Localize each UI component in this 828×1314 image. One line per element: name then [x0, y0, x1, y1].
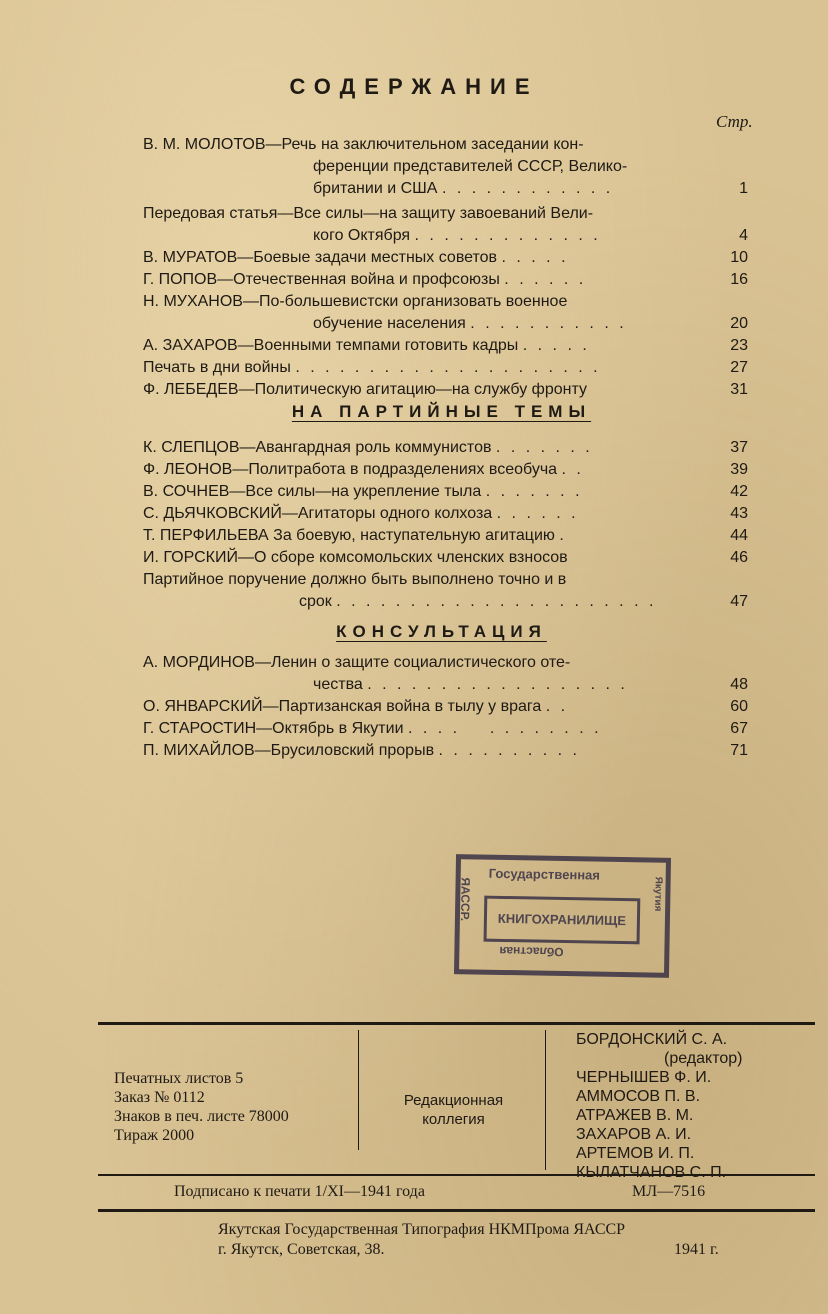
toc-entry-text: С. ДЬЯЧКОВСКИЙ—Агитаторы одного колхоза: [143, 505, 493, 522]
publication-code: МЛ—7516: [632, 1183, 706, 1200]
toc-page-number: 10: [730, 249, 748, 266]
toc-entry-text: обучение населения: [313, 315, 466, 332]
stamp-right-text: Якутия: [652, 876, 664, 912]
toc-entry: Партийное поручение должно быть выполнено точно и в срок . . . . . . . . . . . . . . . . . . . . . . 47: [143, 569, 748, 613]
toc-entry: [143, 547, 748, 569]
toc-entry-text: кого Октября: [313, 227, 411, 244]
editor-name: БОРДОНСКИЙ С. А.: [576, 1031, 728, 1048]
toc-entry-text: ференции представителей СССР, Велико-: [313, 158, 628, 175]
imprint-top-rule: [98, 1022, 815, 1025]
toc-entry-text: Печать в дни войны: [143, 359, 291, 376]
toc-entry: Печать в дни войны . . . . . . . . . . . . . . . . . . . . . 27: [143, 357, 748, 379]
imprint-mid-rule: [98, 1174, 815, 1176]
toc-entry-text: Г. ПОПОВ—Отечественная война и профсоюзы: [143, 271, 500, 288]
toc-entry-text: британии и США: [313, 180, 438, 197]
section-heading-party: НА ПАРТИЙНЫЕ ТЕМЫ: [291, 402, 592, 421]
toc-entry-text: И. ГОРСКИЙ—О сборе комсомольских членских взносов: [143, 549, 568, 566]
toc-entry: В. СОЧНЕВ—Все силы—на укрепление тыла . . . . . . . 42: [143, 481, 748, 503]
toc-page-number: 43: [730, 505, 748, 522]
toc-page-number: 46: [730, 549, 748, 566]
library-stamp: [454, 854, 671, 978]
toc-page-number: 48: [730, 676, 748, 693]
toc-entry-text: П. МИХАЙЛОВ—Брусиловский прорыв: [143, 742, 435, 759]
editor-role: (редактор): [664, 1050, 743, 1067]
toc-page-number: 67: [730, 720, 748, 737]
toc-entry-text: Н. МУХАНОВ—По-большевистски организовать военное: [143, 293, 568, 310]
page-column-label: Стр.: [716, 112, 753, 131]
toc-entry: Г. СТАРОСТИН—Октябрь в Якутии . . . . . . . . . . . . 67: [143, 718, 748, 740]
editor-name: АТРАЖЕВ В. М.: [576, 1107, 694, 1124]
stamp-top-text: Государственная: [488, 865, 601, 883]
editor-name: ЗАХАРОВ А. И.: [576, 1126, 692, 1143]
toc-entry-text: В. МУРАТОВ—Боевые задачи местных советов: [143, 249, 498, 266]
toc-page-number: 31: [730, 381, 748, 398]
toc-entry-text: В. СОЧНЕВ—Все силы—на укрепление тыла: [143, 483, 482, 500]
toc-entry: Ф. ЛЕОНОВ—Политработа в подразделениях всеобуча . . 39: [143, 459, 748, 481]
toc-entry: Т. ПЕРФИЛЬЕВА За боевую, наступательную агитацию . 44: [143, 525, 748, 547]
toc-entry: Г. ПОПОВ—Отечественная война и профсоюзы . . . . . . 16: [143, 269, 748, 291]
toc-entry-text: Ф. ЛЕБЕДЕВ—Политическую агитацию—на службу фронту: [143, 381, 587, 398]
print-run: Тираж 2000: [114, 1127, 195, 1144]
print-sheets: Печатных листов 5: [114, 1070, 244, 1087]
toc-main: [143, 134, 748, 401]
toc-entry-text: Г. СТАРОСТИН—Октябрь в Якутии: [143, 720, 404, 737]
stamp-middle-text: КНИГОХРАНИЛИЩЕ: [484, 896, 641, 945]
editorial-board-list: [576, 1030, 796, 1182]
toc-page-number: 4: [739, 227, 748, 244]
imprint-details: [114, 1069, 359, 1145]
toc-entry-text: А. ЗАХАРОВ—Военными темпами готовить кадры: [143, 337, 519, 354]
toc-page-number: 42: [730, 483, 748, 500]
toc-entry-text: Партийное поручение должно быть выполнено точно и в: [143, 571, 567, 588]
editor-name: АММОСОВ П. В.: [576, 1088, 701, 1105]
stamp-bottom-text: Областная: [499, 943, 564, 960]
toc-entry-text: Передовая статья—Все силы—на защиту завоеваний Вели-: [143, 205, 594, 222]
toc-entry: В. М. МОЛОТОВ—Речь на заключительном заседании кон- ференции представителей СССР, Велико- британии и США . . . . . . . . . . . . 1: [143, 134, 748, 200]
toc-entry-text: О. ЯНВАРСКИЙ—Партизанская война в тылу у врага: [143, 698, 542, 715]
toc-entry: С. ДЬЯЧКОВСКИЙ—Агитаторы одного колхоза . . . . . . 43: [143, 503, 748, 525]
board-label: Редакционная коллегия: [403, 1092, 504, 1128]
toc-entry-text: чества: [313, 676, 363, 693]
printer-address: г. Якутск, Советская, 38.: [218, 1241, 385, 1258]
toc-page-number: 71: [730, 742, 748, 759]
toc-entry-text: В. М. МОЛОТОВ—Речь на заключительном заседании кон-: [143, 136, 584, 153]
editor-name: АРТЕМОВ И. П.: [576, 1145, 695, 1162]
chars-per-sheet: Знаков в печ. листе 78000: [114, 1108, 289, 1125]
editor-name: ЧЕРНЫШЕВ Ф. И.: [576, 1069, 712, 1086]
signed-date: Подписано к печати 1/XI—1941 года: [174, 1183, 425, 1200]
toc-entry-text: Т. ПЕРФИЛЬЕВА За боевую, наступательную агитацию: [143, 527, 555, 544]
toc-page-number: 60: [730, 698, 748, 715]
toc-entry-text: срок: [299, 593, 332, 610]
toc-page-number: 27: [730, 359, 748, 376]
toc-entry: А. ЗАХАРОВ—Военными темпами готовить кадры . . . . . 23: [143, 335, 748, 357]
toc-page-number: 44: [730, 527, 748, 544]
toc-page-number: 20: [730, 315, 748, 332]
editor-name: КЫЛАТЧАНОВ С. П.: [576, 1164, 727, 1181]
toc-page-number: 1: [739, 180, 748, 197]
page-title: СОДЕРЖАНИЕ: [289, 74, 539, 99]
toc-consult: [143, 652, 748, 762]
toc-entry: Н. МУХАНОВ—По-большевистски организовать военное обучение населения . . . . . . . . . . . 20: [143, 291, 748, 335]
toc-page-number: 39: [730, 461, 748, 478]
imprint-divider: [545, 1030, 546, 1170]
toc-page-number: 37: [730, 439, 748, 456]
toc-entry: О. ЯНВАРСКИЙ—Партизанская война в тылу у врага . . 60: [143, 696, 748, 718]
toc-page-number: 16: [730, 271, 748, 288]
toc-page-number: 23: [730, 337, 748, 354]
printer-name: Якутская Государственная Типография НКМПрома ЯАССР: [218, 1221, 626, 1238]
toc-entry: [143, 379, 748, 401]
toc-entry-text: Ф. ЛЕОНОВ—Политработа в подразделениях всеобуча: [143, 461, 558, 478]
toc-entry: А. МОРДИНОВ—Ленин о защите социалистического оте- чества . . . . . . . . . . . . . . . . . . 48: [143, 652, 748, 696]
toc-entry: В. МУРАТОВ—Боевые задачи местных советов . . . . . 10: [143, 247, 748, 269]
toc-entry-text: К. СЛЕПЦОВ—Авангардная роль коммунистов: [143, 439, 492, 456]
stamp-left-text: ЯАССР.: [457, 877, 473, 922]
toc-entry: П. МИХАЙЛОВ—Брусиловский прорыв . . . . . . . . . . 71: [143, 740, 748, 762]
print-year: 1941 г.: [674, 1241, 719, 1258]
toc-page-number: 47: [730, 593, 748, 610]
order-number: Заказ № 0112: [114, 1089, 205, 1106]
toc-party: [143, 437, 748, 613]
toc-entry-text: А. МОРДИНОВ—Ленин о защите социалистического оте-: [143, 654, 571, 671]
toc-entry: К. СЛЕПЦОВ—Авангардная роль коммунистов . . . . . . . 37: [143, 437, 748, 459]
toc-entry: Передовая статья—Все силы—на защиту завоеваний Вели- кого Октября . . . . . . . . . . . . . 4: [143, 203, 748, 247]
section-heading-consult: КОНСУЛЬТАЦИЯ: [336, 622, 547, 641]
imprint-bottom-rule: [98, 1209, 815, 1212]
